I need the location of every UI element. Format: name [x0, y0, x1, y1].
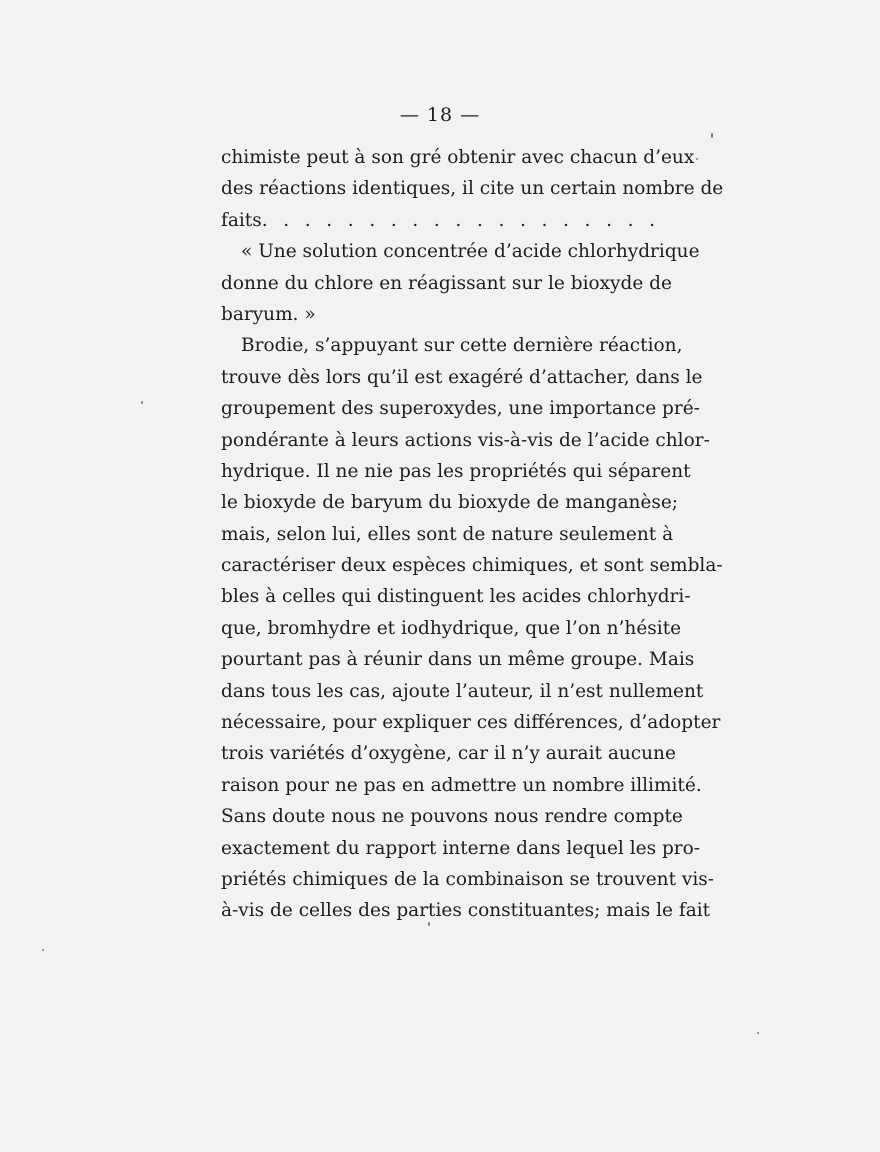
text-line: priétés chimiques de la combinaison se trouvent vis- [221, 868, 715, 890]
body-text [221, 142, 724, 927]
text-line: groupement des superoxydes, une importance pré- [221, 398, 700, 420]
text-line: des réactions identiques, il cite un certain nombre de [221, 178, 724, 200]
quote-line: baryum. » [221, 303, 316, 325]
text-line: dans tous les cas, ajoute l’auteur, il n’est nullement [221, 680, 704, 702]
text-line: chimiste peut à son gré obtenir avec chacun d’eux [221, 147, 695, 168]
paper-speck [141, 401, 143, 404]
text-line: bles à celles qui distinguent les acides chlorhydri- [221, 586, 691, 608]
text-line: à-vis de celles des parties constituantes; mais le fait [221, 900, 711, 922]
text-line: le bioxyde de baryum du bioxyde de manganèse; [221, 492, 679, 514]
paper-speck [428, 922, 430, 926]
text-line: pondérante à leurs actions vis-à-vis de l’acide chlor- [221, 429, 710, 451]
quote-line: « Une solution concentrée d’acide chlorhydrique [241, 241, 700, 263]
text-line: Sans doute nous ne pouvons nous rendre compte [221, 806, 683, 828]
paper-speck [711, 133, 713, 138]
text-line: trouve dès lors qu’il est exagéré d’attacher, dans le [221, 366, 703, 388]
text-line: raison pour ne pas en admettre un nombre illimité. [221, 774, 702, 796]
text-line: caractériser deux espèces chimiques, et sont sembla- [221, 555, 723, 577]
text-line: faits. . . . . . . . . . . . . . . . . . . [221, 209, 655, 231]
paper-speck [42, 949, 44, 951]
paragraph-start-line: Brodie, s’appuyant sur cette dernière réaction, [241, 335, 683, 357]
text-line: trois variétés d’oxygène, car il n’y aurait aucune [221, 743, 676, 765]
text-line: nécessaire, pour expliquer ces différences, d’adopter [221, 712, 721, 734]
text-line: pourtant pas à réunir dans un même groupe. Mais [221, 649, 695, 671]
text-line: mais, selon lui, elles sont de nature seulement à [221, 523, 674, 545]
text-line: hydrique. Il ne nie pas les propriétés qui séparent [221, 460, 691, 482]
quote-line: donne du chlore en réagissant sur le bioxyde de [221, 272, 672, 294]
page-number: — 18 — [399, 104, 481, 126]
text-line: exactement du rapport interne dans lequel les pro- [221, 837, 701, 859]
paper-speck [757, 1032, 759, 1034]
paper-speck [696, 158, 698, 160]
text-line: que, bromhydre et iodhydrique, que l’on n’hésite [221, 617, 682, 639]
